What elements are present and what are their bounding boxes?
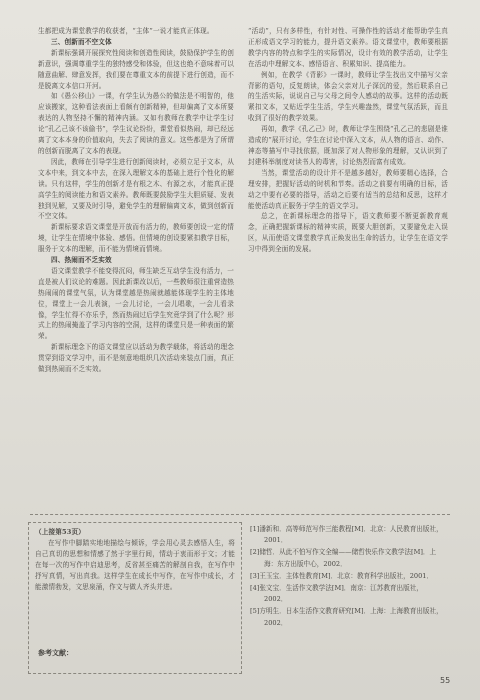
- paragraph: 生都把成为课堂教学的收获者，“主体”一说才能真正体现。: [38, 27, 214, 35]
- paragraph: 新课标要求语文课堂是开放而有活力的，教师要创设一定的情境，让学生在情境中体验、感悟。但情境的创设要紧扣教学目标，服务于文本的理解，而不能为情境而情境。: [38, 223, 234, 254]
- reference-entry: [5]方明生．日本生活作文教育研究[M]．上海：上海教育出版社，2002．: [250, 607, 443, 627]
- paragraph: 再如，教学《孔乙己》时，教师让学生围绕“孔乙己的悲剧是谁造成的”展开讨论，学生在讨论中深入文本，从人物的语言、动作、神态等描写中寻找依据，既加深了对人物形象的理解，又认识到了封建科举制度对读书人的毒害，讨论热烈而富有成效。: [248, 125, 448, 166]
- reference-entry: [4]张文宝．生活作文教学法[M]．南京：江苏教育出版社，2002．: [250, 584, 423, 604]
- references-list: [250, 524, 446, 630]
- page-number: 55: [440, 676, 451, 685]
- continuation-text: [35, 527, 235, 592]
- paragraph: 新课标强调开展探究性阅读和创造性阅读，鼓励保护学生的创新意识，强调尊重学生的独特感受和体验，但这也绝不意味着可以随意曲解、肆意发挥，我们要在尊重文本的前提下进行创造，而不是脱离文本信口开河。: [38, 48, 234, 90]
- continuation-label: （上接第53页）: [35, 528, 85, 536]
- paragraph: 语文课堂教学不能变得沉闷，师生缺乏互动学生没有活力，一直是被人们议论的难题。因此新课改以后，一些教师很注重营造热热闹闹的课堂气氛，认为课堂越是热闹就越能体现学生的主体地位，课堂上一会儿表演，一会儿讨论，一会儿唱歌，一会儿看录像，学生忙得不亦乐乎，然而热闹过后学生究竟学到了什么呢？形式上的热闹掩盖了学习内容的空洞，这样的课堂只是一种表面的繁荣。: [38, 266, 234, 341]
- section-divider: [30, 514, 450, 515]
- paragraph: 总之，在新课标理念的指导下，语文教师要不断更新教育观念，正确把握新课标的精神实质，既要大胆创新，又要避免走入误区，从而使语文课堂教学真正焕发出生命的活力，让学生在语文学习中得到全面的发展。: [248, 212, 448, 254]
- paragraph: 在写作中脚踏实地地描绘与倾诉，学会用心灵去感悟人生，将自己真切的思想和情感了然于字里行间，情动于衷而形于文；才能在每一次的写作中启迪思考，反省甚至痛苦的解剖自我，在写作中抒写真情，写出真我。这样学生在成长中写作，在写作中成长，才能激情勃发，文思泉涌，作文与做人齐头并进。: [35, 538, 235, 591]
- section-heading: 四、热闹而不乏实效: [51, 256, 112, 265]
- paragraph: 新课标理念下的语文课堂应以活动为教学载体，将活动的理念贯穿到语文学习中，而不是刻意地组织几次活动来装点门面，真正做到热闹而不乏实效。: [38, 343, 234, 374]
- references-heading: 参考文献：: [38, 648, 73, 657]
- paragraph: “活动”，只有多样性，有针对性、可操作性的活动才能帮助学生真正形成语文学习的能力，提升语文素养。语文课堂中，教师要根据教学内容的特点和学生的实际情况，设计有效的教学活动，让学生在活动中理解文本、感悟语言、积累知识、提高能力。: [248, 27, 448, 68]
- left-column: [38, 26, 234, 375]
- paragraph: 当然，课堂活动的设计并不是越多越好，教师要精心选择，合理安排，把握好活动的时机和节奏。活动之前要有明确的目标，活动之中要有必要的指导，活动之后要有适当的总结和反思，这样才能使活动真正服务于学生的语文学习。: [248, 168, 448, 210]
- section-heading: 三、创新而不空文体: [51, 37, 112, 46]
- reference-entry: [1]潘新和．高等师范写作三能教程[M]．北京：人民教育出版社，2001．: [250, 525, 443, 545]
- reference-entry: [2]储哲．从此不怕写作文全编——储哲快乐作文教学法[M]．上海：东方出版中心，2002．: [250, 548, 437, 568]
- reference-entry: [3]王玉宝．主体性教育[M]．北京：教育科学出版社，2001．: [250, 571, 434, 580]
- right-column: [248, 26, 448, 255]
- paragraph: 如《愚公移山》一课，有学生认为愚公的做法是不明智的，他应该搬家，这种看法表面上看颇有创新精神，但却偏离了文本所要表达的人物坚持不懈的精神内涵。又如有教师在教学中让学生讨论“孔乙己该不该偷书”，学生议论纷纷，课堂看似热闹，却已经远离了文本本身的价值取向，失去了阅读的意义。这些都是为了所谓的创新而脱离了文本的表现。: [38, 92, 234, 155]
- paragraph: 例如，在教学《背影》一课时，教师让学生找出文中描写父亲背影的语句，反复朗读，体会父亲对儿子深沉的爱，然后联系自己的生活实际，说说自己与父母之间令人感动的故事。这样的活动既紧扣文本，又贴近学生生活，学生兴趣盎然，课堂气氛活跃，而且收到了很好的教学效果。: [248, 70, 448, 123]
- paragraph: 因此，教师在引导学生进行创新阅读时，必须立足于文本，从文本中来，到文本中去，在深入理解文本的基础上进行个性化的解读。只有这样，学生的创新才是有根之木、有源之水，才能真正提高学生的阅读能力和语文素养。教师既要鼓励学生大胆质疑、发表独到见解，又要及时引导，避免学生的理解偏离文本，做到创新而不空文体。: [38, 157, 234, 221]
